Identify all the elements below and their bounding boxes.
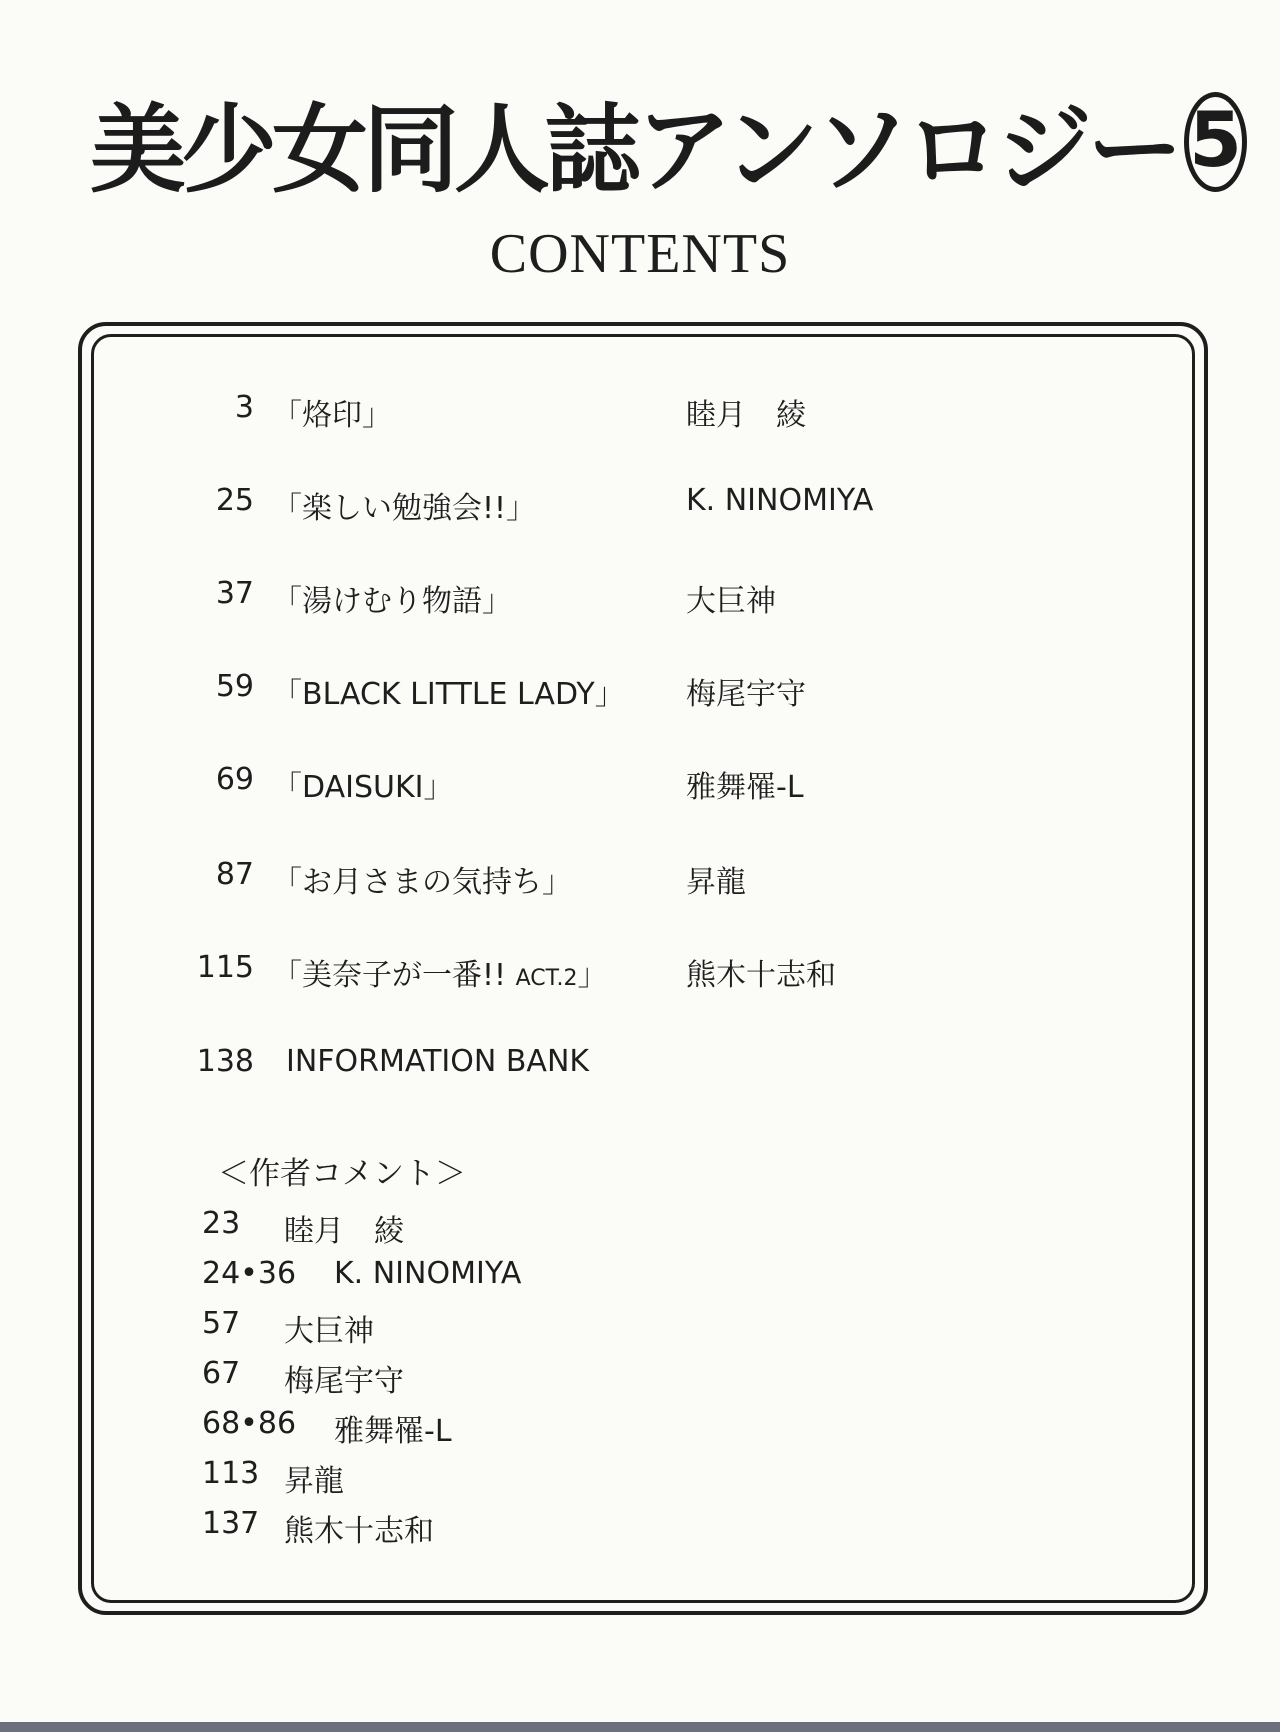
- toc-author: 大巨神: [686, 584, 776, 619]
- toc-page-number: 59: [215, 669, 254, 704]
- comment-page-number: 67: [202, 1356, 241, 1391]
- comment-author: K. NINOMIYA: [334, 1256, 522, 1291]
- toc-title-act: ACT.2: [515, 966, 578, 991]
- comment-entry: [0, 1206, 1280, 1249]
- toc-title: [272, 950, 607, 994]
- toc-page-number: 3: [234, 390, 254, 425]
- toc-author: 昇龍: [686, 865, 746, 900]
- comment-entry: [0, 1306, 1280, 1349]
- toc-entry: [0, 576, 1280, 620]
- comment-entry: [0, 1456, 1280, 1499]
- toc-page-number: 138: [196, 1044, 254, 1079]
- book-title: [90, 82, 1243, 206]
- toc-entry: [0, 390, 1280, 434]
- toc-author: K. NINOMIYA: [686, 483, 874, 518]
- comment-author: 大巨神: [284, 1314, 374, 1349]
- toc-author: 梅尾宇守: [686, 677, 806, 712]
- toc-page-number: 25: [215, 483, 254, 518]
- comment-page-number: 68•86: [202, 1406, 297, 1441]
- contents-heading: CONTENTS: [489, 223, 791, 285]
- toc-entry: [0, 762, 1280, 806]
- toc-title: 「楽しい勉強会!!」: [272, 491, 537, 526]
- scan-edge-strip: [0, 1722, 1280, 1732]
- toc-title: INFORMATION BANK: [286, 1044, 590, 1079]
- comment-author: 雅舞罹-L: [334, 1414, 452, 1449]
- toc-author: 睦月 綾: [686, 398, 806, 433]
- toc-author: 雅舞罹-L: [686, 770, 804, 805]
- toc-title-main: 「美奈子が一番!!: [272, 958, 516, 993]
- toc-page-number: 87: [215, 857, 254, 892]
- comment-page-number: 23: [202, 1206, 241, 1241]
- toc-title: 「湯けむり物語」: [272, 584, 512, 619]
- toc-title: 「DAISUKI」: [272, 770, 454, 805]
- comment-page-number: 113: [202, 1456, 260, 1491]
- toc-entry: [0, 1044, 1280, 1088]
- comment-page-number: 137: [202, 1506, 260, 1541]
- toc-title: 「BLACK LITTLE LADY」: [272, 677, 625, 712]
- comment-entry: [0, 1506, 1280, 1549]
- author-comments-heading: ＜作者コメント＞: [218, 1156, 466, 1192]
- toc-page-number: 69: [215, 762, 254, 797]
- toc-title-close: 」: [577, 958, 608, 993]
- comment-entry: [0, 1406, 1280, 1449]
- toc-page-number: 37: [215, 576, 254, 611]
- toc-title: 「お月さまの気持ち」: [272, 865, 572, 900]
- toc-title: 「烙印」: [272, 398, 392, 433]
- comment-entry: [0, 1256, 1280, 1296]
- comment-entry: [0, 1356, 1280, 1399]
- comment-author: 梅尾宇守: [284, 1364, 404, 1399]
- toc-entry: [0, 950, 1280, 994]
- toc-page-number: 115: [196, 950, 254, 985]
- volume-badge: 5: [1184, 92, 1247, 192]
- toc-entry: [0, 857, 1280, 901]
- comment-author: 睦月 綾: [284, 1214, 404, 1249]
- book-title-text: 美少女同人誌アンソロジー: [90, 93, 1179, 206]
- comment-page-number: 57: [202, 1306, 241, 1341]
- comment-author: 熊木十志和: [284, 1514, 434, 1549]
- toc-entry: [0, 483, 1280, 527]
- comment-author: 昇龍: [284, 1464, 344, 1499]
- comment-page-number: 24•36: [202, 1256, 297, 1291]
- toc-author: 熊木十志和: [686, 958, 836, 993]
- toc-entry: [0, 669, 1280, 713]
